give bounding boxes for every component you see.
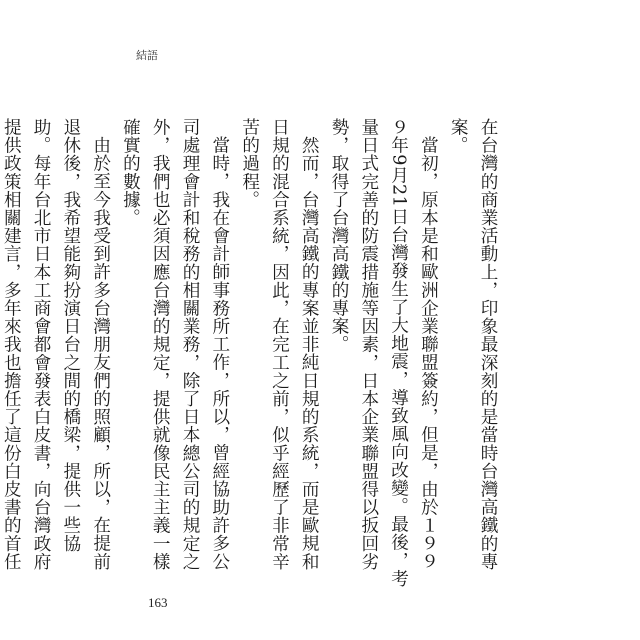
paragraph-2: 當初，原本是和歐洲企業聯盟簽約，但是，由於１９９９年9月21日台灣發生了大地震，導致風向改變。最後，考量日式完善的防震措施等因素，日本企業聯盟得以扳回劣勢，取得了台灣高鐵的專案。 bbox=[329, 118, 439, 588]
running-head: 結語 bbox=[136, 49, 158, 62]
paragraph-3: 然而，台灣高鐵的專案並非純日規的系統，而是歐規和日規的混合系統，因此，在完工之前，似乎經歷了非常辛苦的過程。 bbox=[239, 118, 320, 571]
body-text bbox=[1, 118, 502, 588]
paragraph-1: 在台灣的商業活動上，印象最深刻的是當時台灣高鐵的專案。 bbox=[448, 118, 498, 571]
paragraph-5: 由於至今我受到許多台灣朋友們的照顧，所以，在提前退休後，我希望能夠扮演日台之間的橋梁，提供一些協助。每年台北市日本工商會都會發表白皮書，向台灣政府提供政策相關建言，多年來我也擔任了這份白皮書的首任 bbox=[1, 118, 111, 571]
paragraph-4: 當時，我在會計師事務所工作，所以，曾經協助許多公司處理會計和稅務的相關業務，除了日本總公司的規定之外，我們也必須因應台灣的規定，提供就像民主主義一樣確實的數據。 bbox=[120, 118, 230, 571]
page-number: 163 bbox=[148, 595, 168, 610]
